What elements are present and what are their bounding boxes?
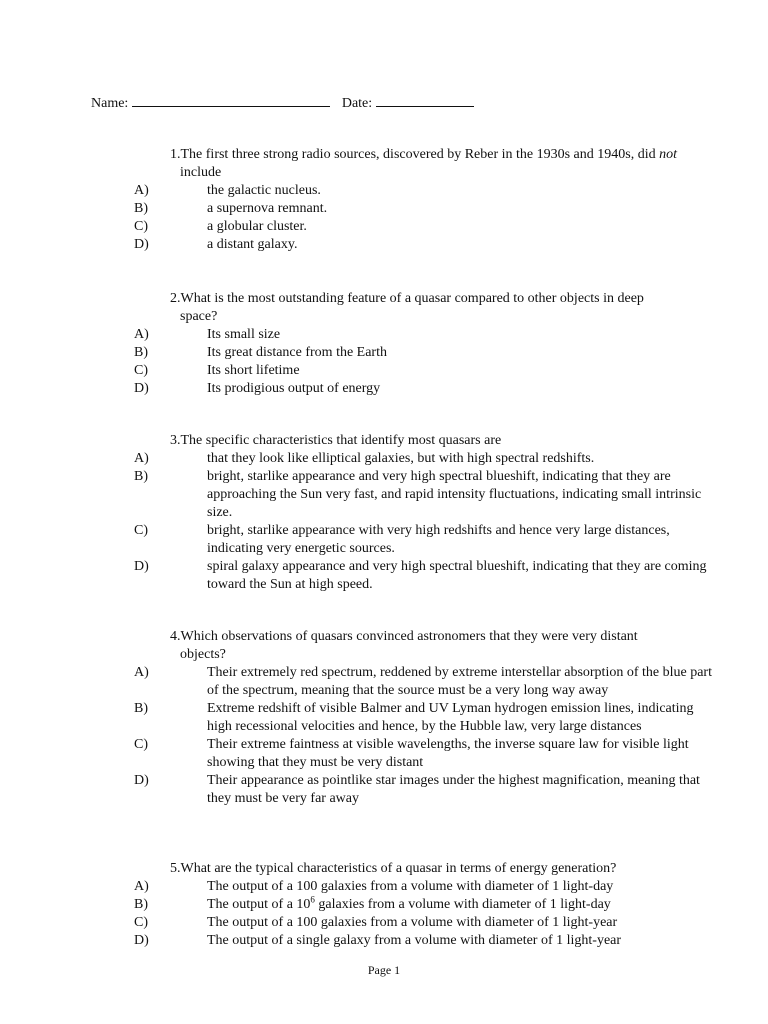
choice-b: B) a supernova remnant.: [134, 201, 328, 216]
question-stem: 5.What are the typical characteristics of a quasar in terms of energy generation?: [170, 861, 617, 876]
question-number: 5.: [170, 861, 181, 876]
header-line: [91, 94, 474, 113]
choice-a: A) Its small size: [134, 327, 281, 342]
choice-b: B) Extreme redshift of visible Balmer and UV Lyman hydrogen emission lines, indicating high recessional velocities and hence, by the Hubble law, very large distances: [134, 701, 694, 734]
choice-d: D) Their appearance as pointlike star images under the highest magnification, meaning that they must be very far away: [134, 773, 700, 806]
question-stem: 4.Which observations of quasars convinced astronomers that they were very distant objects?: [170, 629, 638, 662]
choice-a: A) the galactic nucleus.: [134, 183, 321, 198]
date-label: Date:: [341, 96, 373, 111]
choice-b: B) Its great distance from the Earth: [134, 345, 387, 360]
choice-d: D) spiral galaxy appearance and very high spectral blueshift, indicating that they are coming toward the Sun at high speed.: [134, 559, 707, 592]
question-3: [0, 432, 768, 594]
question-2: [0, 290, 768, 398]
choice-a: A) that they look like elliptical galaxies, but with high spectral redshifts.: [134, 451, 595, 466]
question-stem: 1.The first three strong radio sources, discovered by Reber in the 1930s and 1940s, did not include: [170, 147, 678, 180]
date-blank: [376, 94, 474, 107]
choice-d: D) The output of a single galaxy from a volume with diameter of 1 light-year: [134, 933, 622, 948]
exponent: 6: [310, 894, 315, 905]
choice-d: D) Its prodigious output of energy: [134, 381, 381, 396]
choice-c: C) Its short lifetime: [134, 363, 300, 378]
choice-c: C) Their extreme faintness at visible wavelengths, the inverse square law for visible light showing that they must be very distant: [134, 737, 689, 770]
question-5: [0, 860, 768, 950]
choice-b: B) bright, starlike appearance and very high spectral blueshift, indicating that they are approaching the Sun very fast, and rapid intensity fluctuations, indicating small intrinsic size.: [134, 469, 702, 520]
choice-a: A) The output of a 100 galaxies from a volume with diameter of 1 light-day: [134, 879, 614, 894]
choice-c: C) a globular cluster.: [134, 219, 307, 234]
question-stem: 3.The specific characteristics that identify most quasars are: [170, 433, 502, 448]
page-number: Page 1: [367, 963, 401, 977]
question-number: 3.: [170, 433, 181, 448]
question-4: [0, 628, 768, 808]
choice-b: B) The output of a $10^6$ galaxies from a volume with diameter of 1 light-day: [134, 894, 611, 912]
question-number: 4.: [170, 629, 181, 644]
question-number: 1.: [170, 147, 181, 162]
question-1: [0, 146, 768, 254]
choice-d: D) a distant galaxy.: [134, 237, 298, 252]
choice-c: C) bright, starlike appearance with very high redshifts and hence very large distances, indicating very energetic sources.: [134, 523, 670, 556]
emphasis-not: not: [659, 147, 678, 162]
choice-a: A) Their extremely red spectrum, reddened by extreme interstellar absorption of the blue part of the spectrum, meaning that the source must be a very long way away: [134, 665, 712, 698]
name-blank: [132, 94, 330, 107]
question-stem: 2.What is the most outstanding feature of a quasar compared to other objects in deep space?: [170, 291, 644, 324]
choice-c: C) The output of a 100 galaxies from a volume with diameter of 1 light-year: [134, 915, 618, 930]
name-label: Name:: [91, 96, 129, 111]
question-number: 2.: [170, 291, 181, 306]
